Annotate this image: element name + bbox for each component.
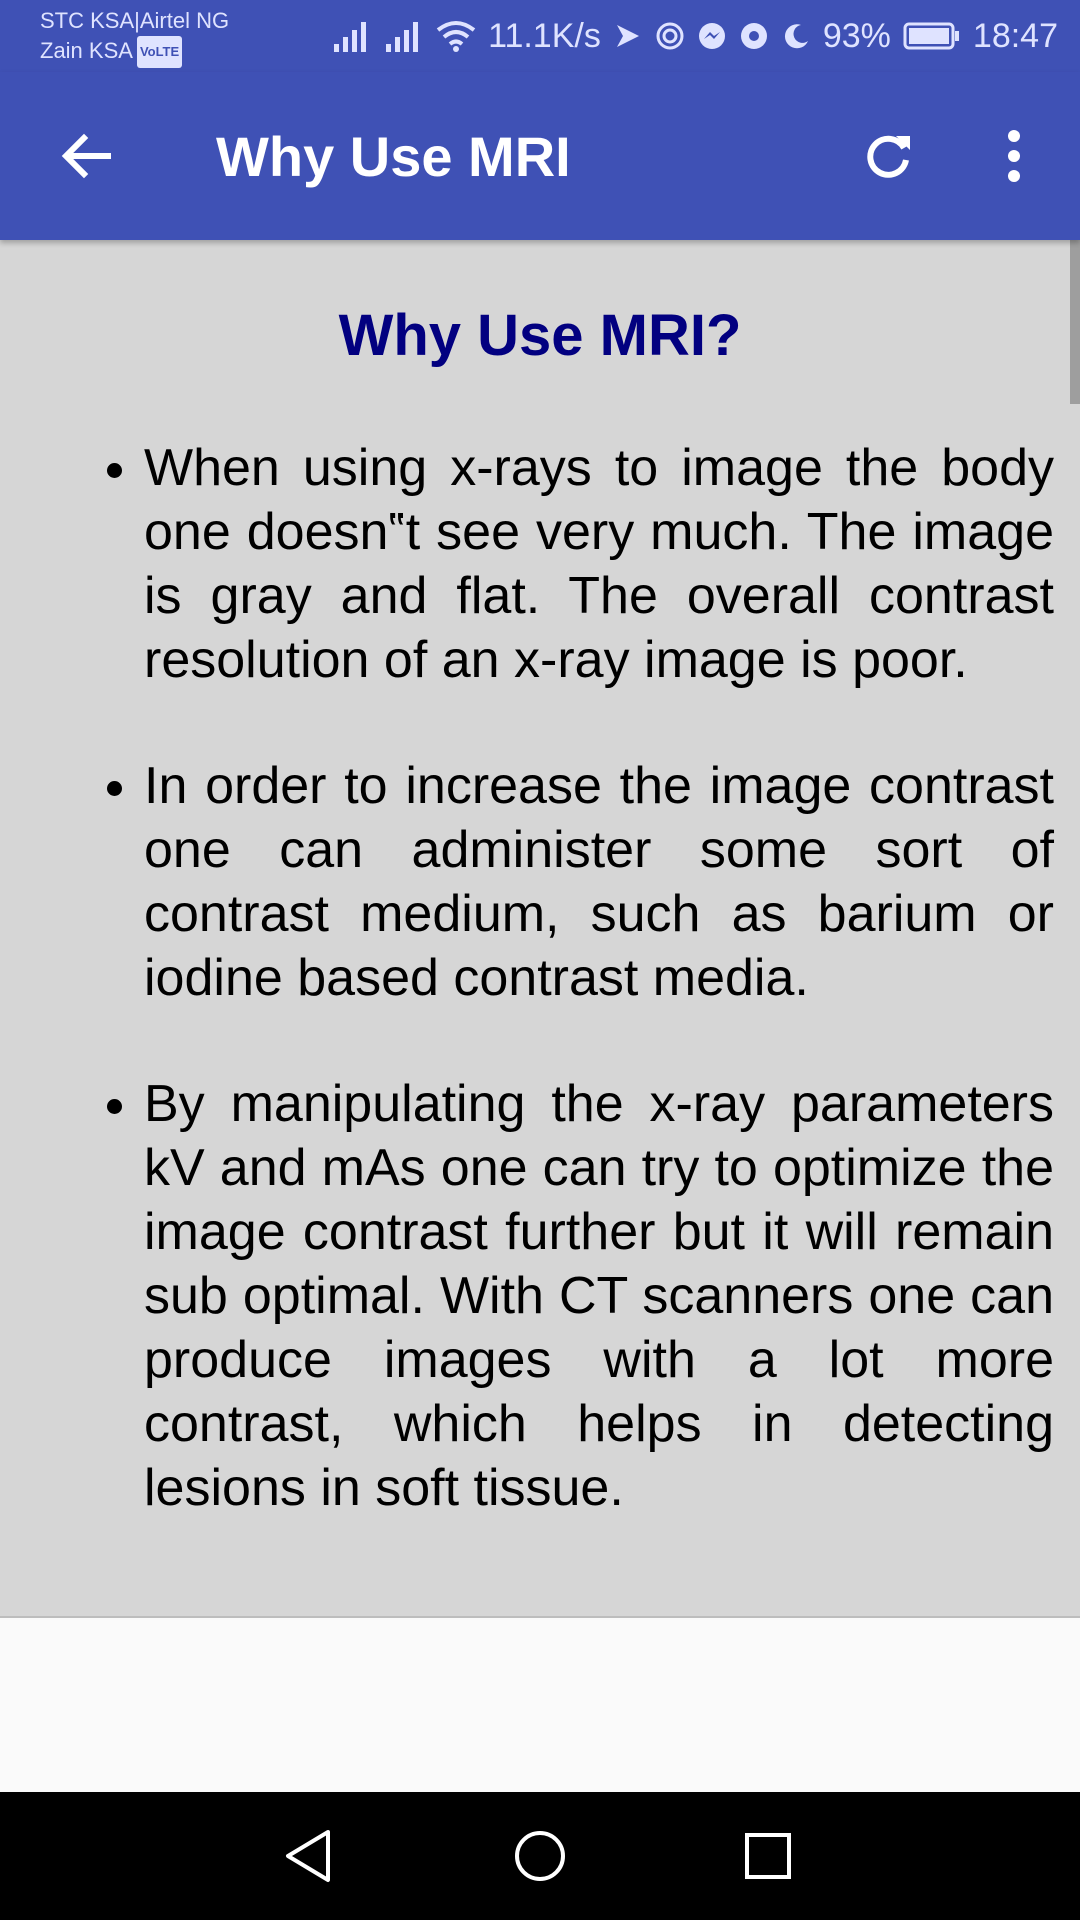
more-vert-icon: [1004, 128, 1024, 184]
carrier-1-label: STC KSA|Airtel NG: [40, 8, 230, 33]
content-heading: Why Use MRI?: [338, 303, 742, 368]
content-webview[interactable]: [0, 240, 1080, 1616]
carrier-2-label: Zain KSA: [40, 38, 133, 63]
refresh-icon: [860, 128, 916, 184]
home-circle-icon: [512, 1828, 568, 1884]
net-speed: 11.1K/s: [488, 16, 601, 55]
carrier-info: [40, 6, 229, 68]
soccer-ball-icon: [739, 21, 769, 51]
list-item: • When using x-rays to image the body one doesn‟t see very much. The image is gray and flat. The overall contrast resolution of an x-ray image is poor.: [144, 436, 1054, 692]
circle-app-icon: [655, 21, 685, 51]
back-triangle-icon: [282, 1828, 334, 1884]
status-indicators: [332, 0, 1058, 72]
status-bar: [0, 0, 1080, 72]
back-button[interactable]: [46, 116, 126, 196]
refresh-button[interactable]: [848, 116, 928, 196]
list-item: • In order to increase the image contrast one can administer some sort of contrast medium, such as barium or iodine based contrast media.: [144, 754, 1054, 1010]
wifi-icon: [436, 18, 476, 54]
navigation-bar: [0, 1792, 1080, 1920]
notification-icon: [613, 21, 643, 51]
nav-recents-button[interactable]: [728, 1816, 808, 1896]
arrow-back-icon: [58, 128, 114, 184]
page-title: Why Use MRI: [216, 125, 571, 188]
battery-icon: [903, 21, 961, 51]
signal-icon-2: [384, 18, 424, 54]
battery-percent: 93%: [822, 16, 891, 55]
bullet-list: [70, 436, 1054, 1582]
recents-square-icon: [742, 1830, 794, 1882]
signal-icon: [332, 18, 372, 54]
overflow-menu-button[interactable]: [974, 116, 1054, 196]
nav-home-button[interactable]: [500, 1816, 580, 1896]
messenger-icon: [697, 21, 727, 51]
bottom-banner-area: [0, 1616, 1080, 1792]
nav-back-button[interactable]: [268, 1816, 348, 1896]
app-bar: [0, 72, 1080, 240]
list-item: • By manipulating the x-ray parameters kV and mAs one can try to optimize the image contrast further but it will remain sub optimal. With CT scanners one can produce images with a lot more contrast, which helps in detecting lesions in soft tissue.: [144, 1072, 1054, 1520]
clock: 18:47: [972, 16, 1058, 55]
volte-badge: VoLTE: [137, 36, 182, 68]
moon-icon: [781, 21, 811, 51]
